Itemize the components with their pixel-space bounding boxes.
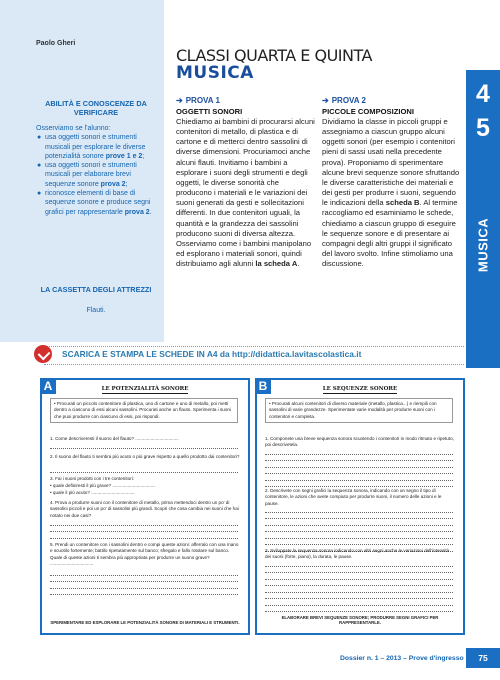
download-link[interactable]: SCARICA E STAMPA LE SCHEDE IN A4 da http://didattica.lavitascolastica.it: [62, 349, 362, 359]
worksheet-b-letter: B: [255, 378, 271, 394]
worksheet-b-q1: 1. Componete una breve sequenza sonora scuotendo i contenitori in modo ritmato e ripetuto, poi descrivetela.: [265, 436, 454, 448]
page-title: CLASSI QUARTA E QUINTA: [176, 46, 372, 65]
worksheet-b-q2: 2. Descrivete con segni grafici la sequenza sonora, indicando con un segno il tipo di contenitore, le azioni che avete compiuto per produrre suoni, il numero delle azioni e le pause.: [265, 488, 442, 506]
prova1-column: [176, 96, 316, 269]
answer-lines[interactable]: [50, 466, 238, 473]
page-number: 75: [466, 648, 500, 668]
skills-item: ● usa oggetti sonori e strumenti musicali per esplorare le diverse potenzialità sonore prove 1 e 2;: [37, 134, 146, 160]
skills-body: [36, 124, 158, 217]
worksheet-a-intro: • Procurati un piccolo contenitore di plastica, uno di cartone e uno di metallo, poi metti dentro a ciascuno di essi alcuni sassolini. Procurati anche un flauto. Sperimenta i suoni che puoi produrre con ciascuno di essi, poi rispondi.: [50, 398, 238, 423]
worksheet-a-letter: A: [40, 378, 56, 394]
worksheet-b: [255, 378, 465, 635]
grade-four: 4: [476, 80, 490, 108]
worksheet-a-q3-acuto: • quale il più acuto? ..................................: [50, 490, 135, 495]
footer-text: Dossier n. 1 – 2013 – Prove d'ingresso: [340, 655, 464, 662]
skills-item: ● riconosce elementi di base di sequenze sonore e produce segni grafici per rappresentarle prova 2.: [37, 190, 152, 216]
arrow-right-icon: ➔: [322, 96, 329, 105]
arrow-right-icon: ➔: [176, 96, 183, 105]
answer-lines[interactable]: [265, 560, 453, 612]
skills-heading: ABILITÀ E CONOSCENZE DA VERIFICARE: [45, 99, 147, 117]
worksheet-a-q4: 4. Prova a produrre suoni con il contenitore di metallo, prima mettendoci dentro un po' di sassolini piccoli e poi un po' di sassolini più grandi. Scopri che cosa cambia nei suoni che hai notato nei due casi?: [50, 500, 239, 518]
worksheet-a-title: LE POTENZIALITÀ SONORE: [101, 386, 189, 392]
worksheet-a-q5: 5. Prendi un contenitore con i sassolini dentro e compi queste azioni: afferralo con una mano e scuotilo fortemente; battilo ripetutamente sul banco; sfregalo e fallo rotolare sul banco. Quale di queste azioni ti sembra più appropriata per produrre un suono grave? ..................................: [50, 542, 239, 566]
worksheet-a-footer: SPERIMENTARE ED ESPLORARE LE POTENZIALITÀ SONORE DI MATERIALI E STRUMENTI.: [50, 620, 240, 625]
prova1-subheading: OGGETTI SONORI: [176, 106, 243, 116]
worksheet-a: [40, 378, 250, 635]
toolbox-heading: LA CASSETTA DEGLI ATTREZZI: [40, 285, 152, 294]
prova2-heading: ➔ PROVA 2: [322, 96, 366, 105]
worksheet-a-q3: 3. Fai i suoni prodotti con i tre contenitori:: [50, 476, 135, 481]
answer-lines[interactable]: [265, 506, 453, 552]
answer-lines[interactable]: [50, 442, 238, 449]
answer-lines[interactable]: [50, 569, 238, 595]
prova2-column: [322, 96, 462, 269]
skills-list: [36, 133, 158, 217]
author-name: Paolo Gheri: [36, 40, 76, 47]
prova2-text: Dividiamo la classe in piccoli gruppi e assegniamo a ciascun gruppo alcuni oggetti sonori (per esempio i contenitori pieni di sassi usati nella precedente prova). Proponiamo di sperimentare alcune brevi sequenze sonore sfruttando le diverse caratteristiche dei materiali e dei gesti per produrre i suoni, seguendo le indicazioni della scheda B. Al termine raccogliamo ed esaminiamo le schede, chiediamo a ciascun gruppo di eseguire le sequenze sonore e di presentare ai compagni degli altri gruppi il significato del lavoro svolto. Infine stimoliamo una discussione.: [322, 116, 460, 269]
grade-five: 5: [476, 114, 490, 142]
worksheet-b-footer: ELABORARE BREVI SEQUENZE SONORE; PRODURRE SEGNI GRAFICI PER RAPPRESENTARLE.: [281, 615, 439, 625]
toolbox-text: Flauti.: [86, 307, 106, 314]
skills-intro: Osserviamo se l'alunno:: [36, 125, 111, 132]
worksheet-a-q1: 1. Come descriveresti il suono del flauto? ..................................: [50, 436, 179, 441]
skills-item: ● usa oggetti sonori e strumenti musicali per elaborare brevi sequenze sonore prova 2;: [37, 162, 137, 188]
worksheet-b-title: LE SEQUENZE SONORE: [322, 386, 398, 392]
prova1-heading: ➔ PROVA 1: [176, 96, 220, 105]
worksheet-b-q3: 3. Sviluppate la sequenza sonora indicando con altri segni anche le variazioni dell'intensità dei suoni (forte, piano), la durata, le pause.: [265, 548, 450, 560]
worksheet-a-q2: 2. Il suono del flauto ti sembra più acuto o più grave rispetto a quello prodotto dai contenitori?: [50, 454, 240, 459]
prova2-subheading: PICCOLE COMPOSIZIONI: [322, 106, 414, 116]
worksheet-b-intro: • Procurati alcuni contenitori di diverso materiale (metallo, plastica...) e riempili con sassolini di varie grandezze. Sperimentate varie modalità per produrre suoni con i contenitori e completa.: [265, 398, 453, 423]
subject-title: MUSICA: [176, 63, 254, 83]
answer-lines[interactable]: [265, 448, 453, 487]
answer-lines[interactable]: [50, 519, 238, 539]
download-icon: [34, 345, 52, 363]
worksheet-a-q3-grave: • quale definiresti il più grave? ..................................: [50, 483, 156, 488]
prova1-text: Chiediamo ai bambini di procurarsi alcuni contenitori di metallo, di plastica e di cartone e di metterci dentro sassolini di diverse dimensioni. Procuriamoci anche alcuni flauti. Invitiamo i bambini a esplorare i suoni degli strumenti e degli oggetti, le diverse sonorità che producono i materiali e le variazioni dei suoni generati da gesti e sollecitazioni differenti. In due contenitori uguali, la quantità e la grandezza dei sassolini producono suoni di diversa altezza. Osserviamo come i bambini manipolano ed esplorano i materiali sonori, quindi distribuiamo agli alunni la scheda A.: [176, 116, 315, 269]
tab-label: MUSICA: [475, 217, 491, 273]
